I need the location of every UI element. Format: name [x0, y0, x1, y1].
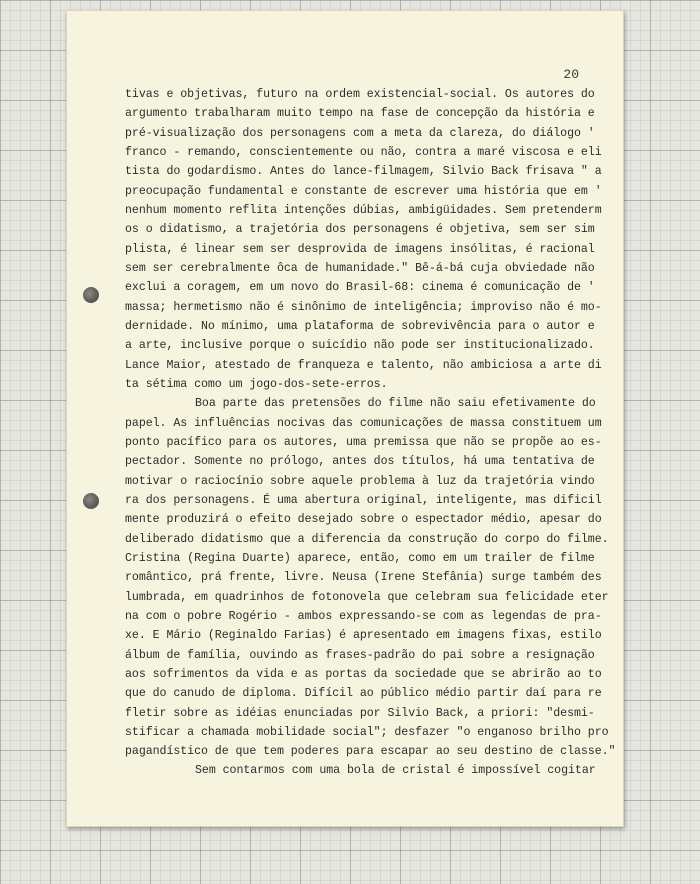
text-line: ra dos personagens. É uma abertura original, inteligente, mas dificil [125, 493, 602, 507]
text-line: preocupação fundamental e constante de escrever uma história que em ' [125, 184, 602, 198]
text-line: exclui a coragem, em um novo do Brasil-68: cinema é comunicação de ' [125, 281, 595, 295]
text-line: papel. As influências nocivas das comunicações de massa constituem um [125, 416, 602, 430]
text-line: Lance Maior, atestado de franqueza e talento, não ambiciosa a arte di [125, 358, 602, 372]
text-line: argumento trabalharam muito tempo na fase de concepção da história e [125, 107, 595, 121]
text-line: tista do godardismo. Antes do lance-filmagem, Silvio Back frisava " a [125, 165, 602, 179]
text-line: xe. E Mário (Reginaldo Farias) é apresentado em imagens fixas, estilo [125, 629, 602, 643]
text-line: dernidade. No mínimo, uma plataforma de sobrevivência para o autor e [125, 319, 595, 333]
text-line: ta sétima como um jogo-dos-sete-erros. [125, 377, 388, 391]
text-line: tivas e objetivas, futuro na ordem existencial-social. Os autores do [125, 88, 595, 101]
text-line: na com o pobre Rogério - ambos expressando-se com as legendas de pra- [125, 609, 602, 623]
page-number: 20 [563, 67, 579, 82]
text-line: romântico, prá frente, livre. Neusa (Irene Stefânia) surge também des [125, 571, 602, 585]
punch-hole-bottom [83, 493, 99, 509]
text-line: plista, é linear sem ser desprovida de imagens insólitas, é racional [125, 242, 595, 256]
text-line: pagandístico de que tem poderes para escapar ao seu destino de classe." [125, 745, 616, 759]
text-line: massa; hermetismo não é sinônimo de inteligência; improviso não é mo- [125, 300, 602, 314]
text-line: Sem contarmos com uma bola de cristal é impossível cogitar [195, 764, 596, 778]
typewritten-page [66, 10, 624, 827]
text-line: sem ser cerebralmente ôca de humanidade." Bê-á-bá cuja obviedade não [125, 261, 595, 275]
text-line: álbum de família, ouvindo as frases-padrão do pai sobre a resignação [125, 648, 595, 662]
punch-hole-top [83, 287, 99, 303]
text-line: mente produzirá o efeito desejado sobre o espectador médio, apesar do [125, 513, 602, 527]
text-line: ponto pacífico para os autores, uma premissa que não se propõe ao es- [125, 435, 602, 449]
text-line: motivar o raciocínio sobre aquele problema à luz da trajetória vindo [125, 474, 595, 488]
text-line: franco - remando, conscientemente ou não, contra a maré viscosa e eli [125, 145, 602, 159]
text-line: os o didatismo, a trajetória dos personagens é objetiva, sem ser sim [125, 223, 595, 237]
text-line: Cristina (Regina Duarte) aparece, então, como em um trailer de filme [125, 551, 595, 565]
text-line: stificar a chamada mobilidade social"; desfazer "o enganoso brilho pro [125, 725, 609, 739]
text-line: lumbrada, em quadrinhos de fotonovela que celebram sua felicidade eter [125, 590, 609, 604]
text-line: pré-visualização dos personagens com a meta da clareza, do diálogo ' [125, 126, 595, 140]
text-line: a arte, inclusive porque o suicídio não pode ser institucionalizado. [125, 339, 595, 353]
text-line: pectador. Somente no prólogo, antes dos títulos, há uma tentativa de [125, 455, 595, 469]
text-line: nenhum momento reflita intenções dúbias, ambigüidades. Sem pretenderm [125, 203, 602, 217]
text-line: aos sofrimentos da vida e as portas da sociedade que se abrirão ao to [125, 667, 602, 681]
text-line: deliberado didatismo que a diferencia da construção do corpo do filme. [125, 532, 609, 546]
text-line: que do canudo de diploma. Difícil ao público médio partir daí para re [125, 687, 602, 701]
text-line: fletir sobre as idéias enunciadas por Silvio Back, a priori: "desmi- [125, 706, 595, 720]
body-text [125, 85, 616, 781]
text-line: Boa parte das pretensões do filme não saiu efetivamente do [195, 397, 596, 411]
